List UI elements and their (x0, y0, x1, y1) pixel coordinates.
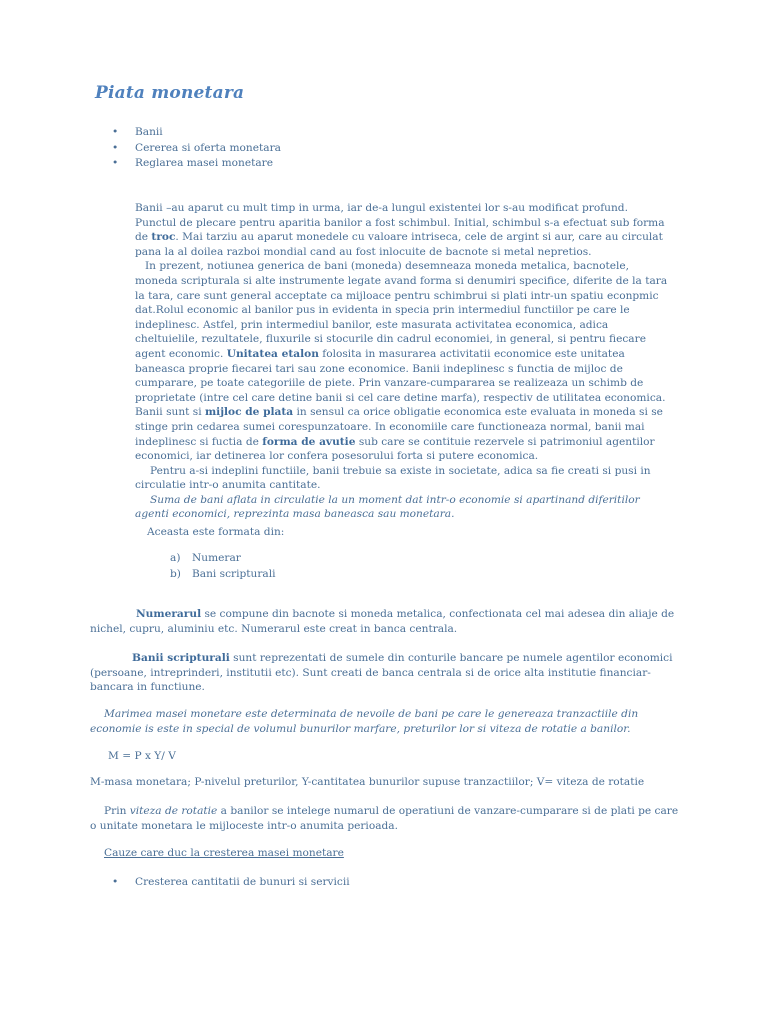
paragraph: In prezent, notiunea generica de bani (moneda) desemneaza moneda metalica, bacnotele, moneda scripturala si alte instrumente legate avand forma si denumiri specifice, diferite de la tara la tara, care sunt general acceptate ca mijloace pentru schimbrui si plati intr-un spatiu econpmic dat.Rolul economic al banilor pus in evidenta in specia prin intermediul functiilor pe care le indeplinesc. Astfel, prin intermediul banilor, este masurata activitatea economica, adica cheltuielile, rezultatele, fluxurile si stocurile din cadrul economiei, in general, si pentru fiecare agent economic. Unitatea etalon folosita in masurarea activitatii economice este unitatea baneasca proprie fiecarei tari sau zone economice. Banii indeplinesc s functia de mijloc de cumparare, pe toate categoriile de piete. Prin vanzare-cumpararea se realizeaza un schimb de proprietate (intre cel care detine banii si cel care detine marfa), respectiv de utilitatea economica. Banii sunt si mijloc de plata in sensul ca orice obligatie economica este evaluata in moneda si se stinge prin cedarea sumei corespunzatoare. In economiile care functioneaza normal, banii mai indeplinesc si fuctia de forma de avutie sub care se contituie rezervele si patrimoniul agentilor economici, iar detinerea lor confera posesorului forta si putere economica. (135, 260, 668, 463)
bullet-icon: • (112, 141, 119, 154)
keyword: forma de avutie (262, 435, 356, 448)
keyword: Unitatea etalon (226, 347, 319, 360)
formula: M = P x Y/ V (108, 750, 176, 762)
bullet-icon: • (112, 157, 119, 169)
intro-section (135, 201, 670, 522)
marimea-paragraph: Marimea masei monetare este determinata de nevoile de bani pe care le genereaza tranzactiile din economie is este in special de volumul bunurilor marfare, preturilor lor si viteza de rotatie a banilor. (90, 708, 639, 735)
causes-list (112, 875, 350, 891)
paragraph: Banii –au aparut cu mult timp in urma, iar de-a lungul existentei lor s-au modificat profund. Punctul de plecare pentru aparitia banilor a fost schimbul. Initial, schimbul s-a efectuat sub forma de troc. Mai tarziu au aparut monedele cu valoare intriseca, cele de argint si aur, care au circulat pana la al doilea razboi mondial cand au fost inlocuite de bacnote si metal nepretios. (135, 202, 665, 258)
keyword: Numerarul (136, 608, 202, 620)
bullet-icon: • (112, 876, 119, 888)
list-item: a) Numerar (170, 552, 241, 564)
components-list (170, 551, 276, 582)
paragraph: Suma de bani aflata in circulatie la un moment dat intr-o economie si apartinand diferitilor agenti economici, reprezinta masa baneasca sau monetara. (135, 493, 640, 521)
keyword: Banii scripturali (132, 652, 230, 664)
list-item: • Cererea si oferta monetara (112, 141, 281, 154)
formed-of-label: Aceasta este formata din: (147, 526, 285, 538)
page-title: Piata monetara (95, 83, 245, 103)
keyword: mijloc de plata (204, 406, 294, 419)
paragraph: Pentru a-si indeplini functiile, banii trebuie sa existe in societate, adica sa fie creati si pusi in circulatie intr-o anumita cantitate. (135, 464, 651, 492)
list-item: • Reglarea masei monetare (112, 157, 273, 169)
causes-heading: Cauze care duc la cresterea masei monetare (104, 847, 344, 859)
keyword: troc (151, 231, 176, 244)
list-item: b) Bani scripturali (170, 567, 276, 580)
scripturali-paragraph: Banii scripturali sunt reprezentati de sumele din conturile bancare pe numele agentilor economici (persoane, intreprinderi, institutii etc). Sunt creati de banca centrala si de orice alta institutie financiar-bancara in functiune. (90, 652, 673, 694)
list-item: • Cresterea cantitatii de bunuri si servicii (112, 876, 350, 888)
numerar-paragraph: Numerarul se compune din bacnote si moneda metalica, confectionata cel mai adesea din aliaje de nichel, cupru, aluminiu etc. Numerarul este creat in banca centrala. (90, 608, 675, 635)
bullet-icon: • (112, 126, 119, 138)
topic-list (112, 125, 281, 172)
formula-legend: M-masa monetara; P-nivelul preturilor, Y-cantitatea bunurilor supuse tranzactiilor; V= viteza de rotatie (90, 776, 645, 788)
list-item: • Banii (112, 126, 163, 138)
viteza-paragraph: Prin viteza de rotatie a banilor se intelege numarul de operatiuni de vanzare-cumparare si de plati pe care o unitate monetara le mijloceste intr-o anumita perioada. (90, 805, 679, 832)
